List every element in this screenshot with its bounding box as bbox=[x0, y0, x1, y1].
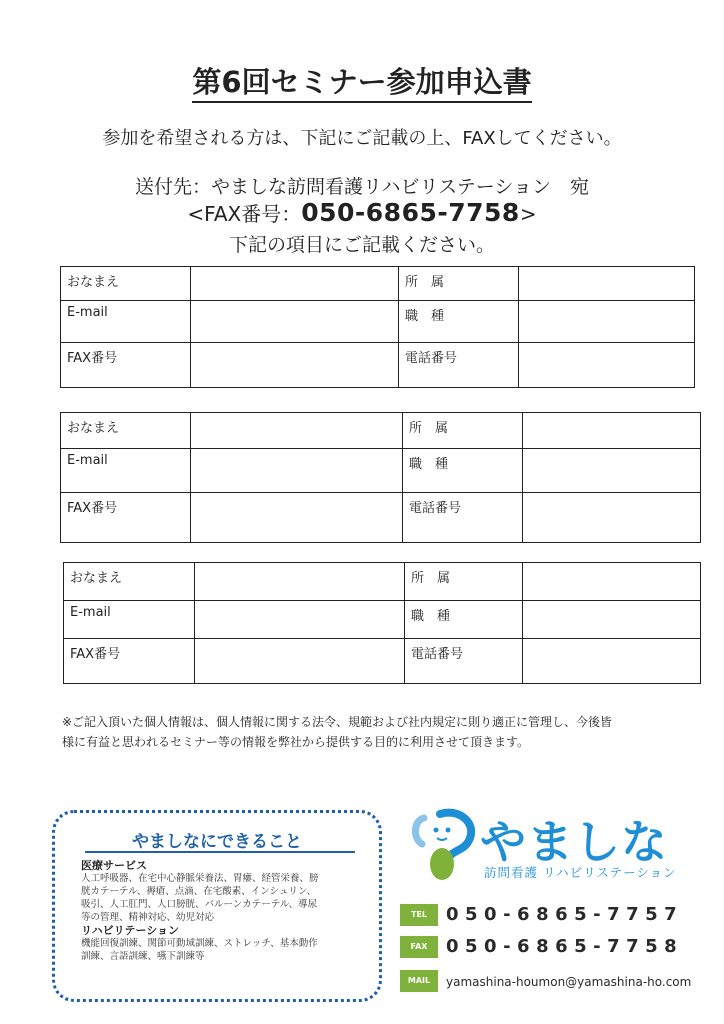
services-content bbox=[81, 859, 371, 963]
page-title-text: 第6回セミナー参加申込書 bbox=[192, 65, 531, 103]
application-form-3 bbox=[63, 562, 701, 684]
application-form-2 bbox=[60, 412, 701, 543]
email-field[interactable] bbox=[195, 601, 405, 639]
rehab-line: 訓練、言語訓練、嚥下訓練等 bbox=[81, 951, 205, 962]
fax-number: 050-6865-7758 bbox=[301, 198, 520, 227]
affiliation-field[interactable] bbox=[523, 563, 701, 601]
label-name: おなまえ bbox=[61, 267, 191, 301]
label-affiliation: 所 属 bbox=[403, 413, 523, 449]
name-field[interactable] bbox=[191, 267, 399, 301]
contact-mail-row bbox=[400, 968, 700, 994]
label-email: E-mail bbox=[61, 449, 191, 493]
services-title: やましなにできること bbox=[132, 832, 302, 852]
privacy-notice-line-1: ※ご記入頂いた個人情報は、個人情報に関する法令、規範および社内規定に則り適正に管理し、今後皆 bbox=[62, 715, 613, 729]
label-email: E-mail bbox=[64, 601, 195, 639]
phone-field[interactable] bbox=[519, 343, 695, 388]
tel-badge: TEL bbox=[400, 904, 438, 926]
contact-tel-row bbox=[400, 902, 700, 928]
occupation-field[interactable] bbox=[519, 301, 695, 343]
label-phone: 電話番号 bbox=[403, 493, 523, 543]
privacy-notice bbox=[62, 712, 692, 752]
application-form-1 bbox=[60, 266, 695, 388]
services-title-underline bbox=[85, 851, 355, 853]
fax-badge: FAX bbox=[400, 936, 438, 958]
medical-line: 胱カテーテル、褥瘡、点滴、在宅酸素、インシュリン、 bbox=[81, 886, 317, 897]
medical-line: 吸引、人工肛門、人口膀胱、バルーンカテーテル、導尿 bbox=[81, 899, 318, 910]
fax-contact-number: 050-6865-7758 bbox=[446, 936, 684, 957]
label-fax: FAX番号 bbox=[61, 343, 191, 388]
label-phone: 電話番号 bbox=[405, 639, 523, 684]
medical-line: 等の管理、精神対応、幼児対応 bbox=[81, 912, 215, 923]
rehab-services-heading: リハビリテーション bbox=[81, 924, 180, 937]
label-occupation: 職 種 bbox=[405, 601, 523, 639]
affiliation-field[interactable] bbox=[519, 267, 695, 301]
label-name: おなまえ bbox=[64, 563, 195, 601]
intro-text: 参加を希望される方は、下記にご記載の上、FAXしてください。 bbox=[102, 128, 622, 149]
tel-number: 050-6865-7757 bbox=[446, 904, 684, 925]
services-box bbox=[52, 810, 382, 1002]
medical-line: 人工呼吸器、在宅中心静脈栄養法、胃瘻、経管栄養、膀 bbox=[81, 873, 319, 884]
label-occupation: 職 種 bbox=[399, 301, 519, 343]
phone-field[interactable] bbox=[523, 639, 701, 684]
contact-fax-row bbox=[400, 934, 700, 960]
page-title bbox=[0, 60, 724, 101]
rehab-line: 機能回復訓練、関節可動域訓練、ストレッチ、基本動作 bbox=[81, 938, 318, 949]
logo-mascot-icon bbox=[410, 808, 482, 886]
phone-field[interactable] bbox=[523, 493, 701, 543]
fill-instruction: 下記の項目にご記載ください。 bbox=[228, 234, 495, 256]
label-email: E-mail bbox=[61, 301, 191, 343]
email-field[interactable] bbox=[191, 449, 403, 493]
send-to-text: 送付先：やましな訪問看護リハビリステーション 宛 bbox=[135, 176, 589, 198]
label-name: おなまえ bbox=[61, 413, 191, 449]
medical-services-heading: 医療サービス bbox=[81, 859, 147, 872]
fax-field[interactable] bbox=[195, 639, 405, 684]
affiliation-field[interactable] bbox=[523, 413, 701, 449]
fax-number-line bbox=[0, 198, 724, 227]
name-field[interactable] bbox=[191, 413, 403, 449]
privacy-notice-line-2: 様に有益と思われるセミナー等の情報を弊社から提供する目的に利用させて頂きます。 bbox=[62, 735, 530, 749]
fax-suffix: > bbox=[519, 202, 537, 226]
label-affiliation: 所 属 bbox=[399, 267, 519, 301]
email-field[interactable] bbox=[191, 301, 399, 343]
label-affiliation: 所 属 bbox=[405, 563, 523, 601]
label-phone: 電話番号 bbox=[399, 343, 519, 388]
fax-prefix: <FAX番号： bbox=[187, 202, 302, 226]
mail-badge: MAIL bbox=[400, 970, 438, 992]
mail-address: yamashina-houmon@yamashina-ho.com bbox=[446, 975, 692, 989]
logo-name: やましな bbox=[480, 815, 668, 869]
occupation-field[interactable] bbox=[523, 449, 701, 493]
label-fax: FAX番号 bbox=[64, 639, 195, 684]
fax-field[interactable] bbox=[191, 493, 403, 543]
name-field[interactable] bbox=[195, 563, 405, 601]
label-occupation: 職 種 bbox=[403, 449, 523, 493]
logo-subtitle: 訪問看護 リハビリステーション bbox=[484, 865, 677, 880]
fax-field[interactable] bbox=[191, 343, 399, 388]
occupation-field[interactable] bbox=[523, 601, 701, 639]
label-fax: FAX番号 bbox=[61, 493, 191, 543]
